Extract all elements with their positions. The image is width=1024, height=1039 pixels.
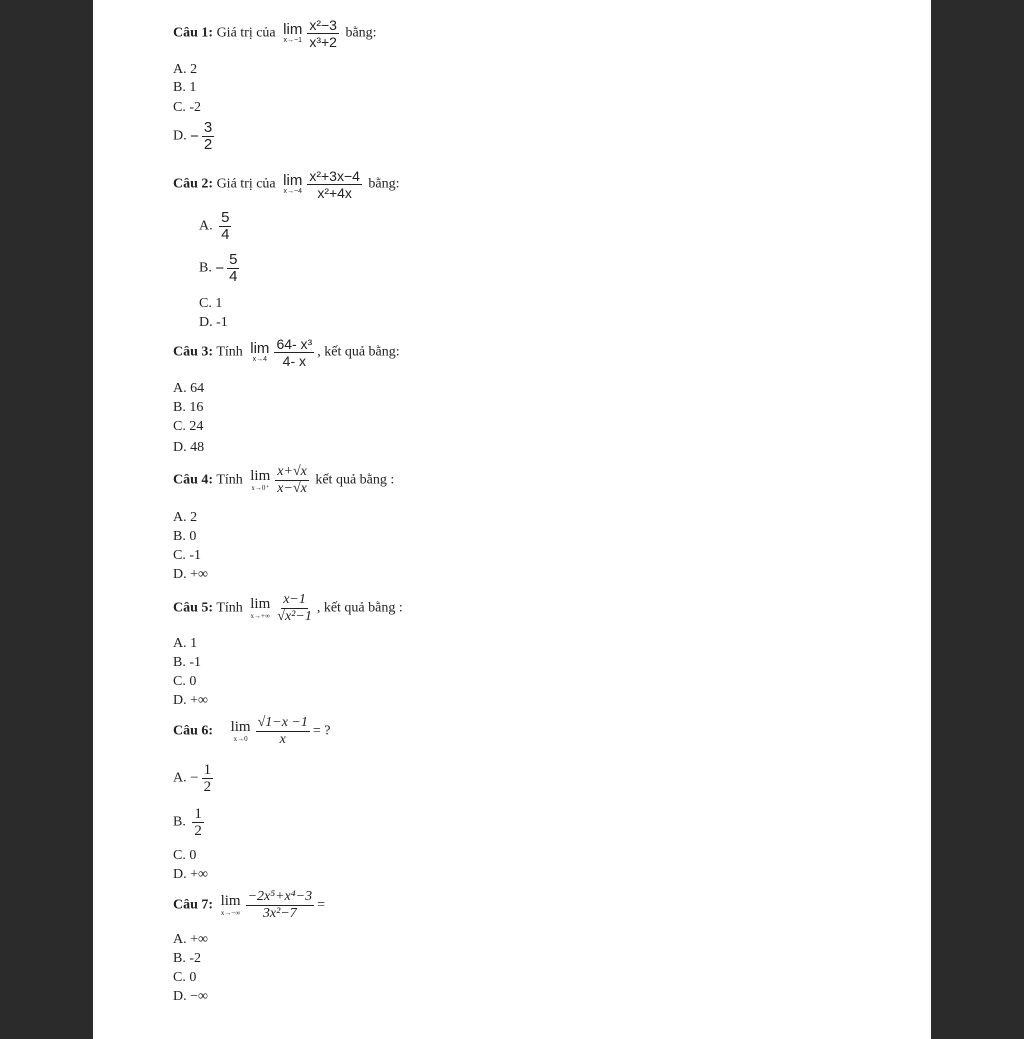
option-5b[interactable]: B. -1 [173,655,201,670]
fraction: $\frac{3}{2}$ [203,119,213,153]
option-3c[interactable]: C. 24 [173,419,204,434]
question-1 [173,17,377,50]
question-suffix: = ? [312,723,331,739]
limit-operator: lim x→−1 [283,21,303,44]
limit-fraction: $\frac{\text{x²−3}}{\text{x³+2}}$ [309,17,337,50]
option-7d[interactable]: D. −∞ [173,989,208,1004]
option-1a[interactable]: A. 2 [173,62,198,77]
limit-fraction: $\frac{\text{x²+3x−4}}{\text{x²+4x}}$ [309,168,360,201]
option-2b[interactable]: B. − $\frac{5}{4}$ [199,251,238,285]
option-4c[interactable]: C. -1 [173,548,201,563]
question-label: Câu 1: [173,25,214,41]
question-prefix: Tính [216,344,243,360]
option-5d[interactable]: D. +∞ [173,693,208,708]
option-5c[interactable]: C. 0 [173,674,197,689]
option-4a[interactable]: A. 2 [173,510,198,525]
option-1b[interactable]: B. 1 [173,80,197,95]
option-6c[interactable]: C. 0 [173,848,197,863]
limit-operator: lim x→4 [250,340,270,363]
question-prefix: Tính [216,600,243,616]
option-7b[interactable]: B. -2 [173,951,201,966]
question-prefix: Tính [216,472,243,488]
question-4 [173,464,394,497]
option-2c[interactable]: C. 1 [199,296,223,311]
question-prefix: Giá trị của [216,25,276,41]
document-page [93,0,931,1039]
limit-operator: lim x→0⁺ [250,468,271,492]
limit-operator: lim x→−4 [283,172,303,195]
option-6d[interactable]: D. +∞ [173,867,208,882]
question-7 [173,889,325,922]
option-3a[interactable]: A. 64 [173,381,205,396]
question-suffix: , kết quả bằng: [317,344,400,360]
question-3 [173,336,400,369]
limit-operator: lim x→0 [230,719,251,743]
question-label: Câu 5: [173,600,214,616]
question-label: Câu 4: [173,472,214,488]
question-suffix: = [317,897,325,913]
option-6a[interactable]: A. − $\frac{1}{2}$ [173,762,212,795]
limit-fraction: $\frac{\text{−2x⁵+x⁴−3}}{\text{3x²−7}}$ [247,889,313,921]
question-label: Câu 7: [173,897,214,913]
question-6 [173,715,330,748]
question-label: Câu 2: [173,176,214,192]
option-1d[interactable]: D. − $\frac{3}{2}$ [173,119,213,153]
limit-fraction: $\frac{\text{64- x³}}{4- x}$ [276,336,313,369]
option-7a[interactable]: A. +∞ [173,932,208,947]
option-7c[interactable]: C. 0 [173,970,197,985]
limit-fraction: $\frac{√1-x -1}{x}$ [257,715,308,747]
question-suffix: kết quả bằng : [315,472,395,488]
fraction: $\frac{1}{2}$ [194,806,202,839]
option-5a[interactable]: A. 1 [173,636,198,651]
option-3d[interactable]: D. 48 [173,440,205,455]
fraction: $\frac{1}{2}$ [203,762,212,795]
question-prefix: Giá trị của [216,176,276,192]
question-suffix: bằng: [345,25,377,41]
option-4d[interactable]: D. +∞ [173,567,208,582]
limit-fraction: $\frac{x+√x}{x-√x}$ [277,464,307,496]
limit-fraction: $\frac{x-1}{\text{√x²−1}}$ [277,592,312,624]
option-3b[interactable]: B. 16 [173,400,204,415]
option-4b[interactable]: B. 0 [173,529,197,544]
fraction: $\frac{5}{4}$ [221,209,230,243]
question-label: Câu 3: [173,344,214,360]
question-5 [173,592,403,625]
question-label: Câu 6: [173,723,214,739]
fraction: $\frac{5}{4}$ [229,251,238,285]
option-6b[interactable]: B. $\frac{1}{2}$ [173,806,202,839]
option-2a[interactable]: A. $\frac{5}{4}$ [199,209,230,243]
question-suffix: , kết quả bằng : [316,600,403,616]
option-2d[interactable]: D. -1 [199,315,228,330]
question-2 [173,168,400,201]
limit-operator: lim x→−∞ [220,893,241,917]
limit-operator: lim x→+∞ [250,596,271,620]
question-suffix: bằng: [368,176,400,192]
option-1c[interactable]: C. -2 [173,100,201,115]
